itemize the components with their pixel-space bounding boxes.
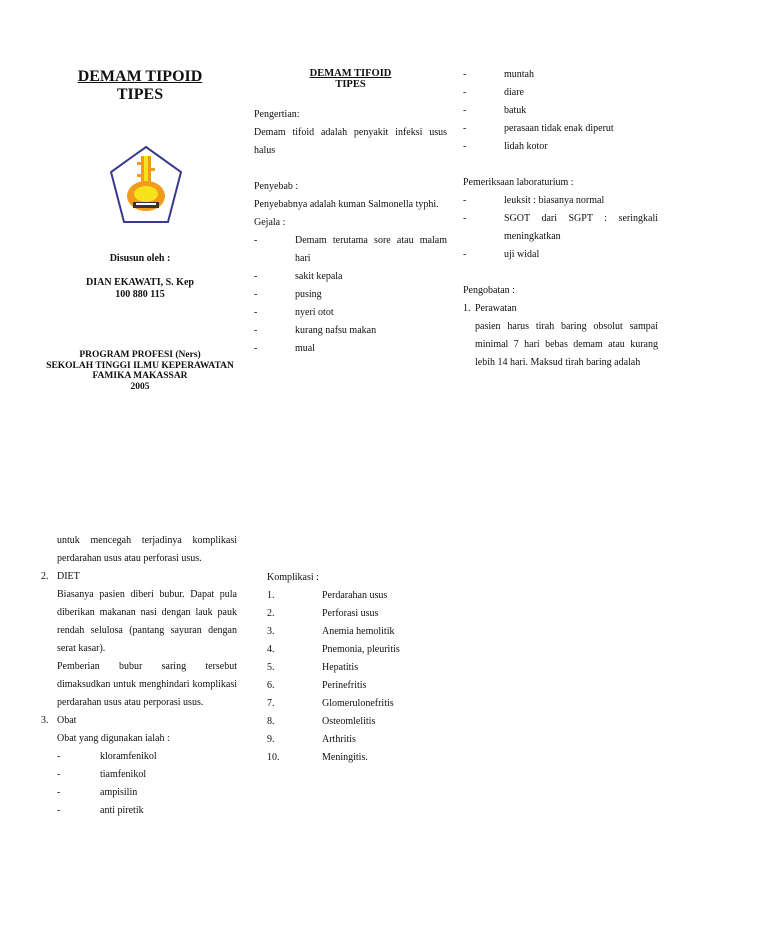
dash-bullet: - xyxy=(254,325,258,336)
author-name: DIAN EKAWATI, S. Kep xyxy=(86,277,194,288)
treatment-label: Pengobatan : xyxy=(463,285,515,296)
dash-bullet: - xyxy=(57,787,61,798)
treatment-item-3: 3. Obat xyxy=(41,715,77,726)
diet-text-1: Biasanya pasien diberi bubur. Dapat pula diberikan makanan nasi dengan lauk pauk rendah selulosa (pantang sayuran dengan serat kasar). xyxy=(57,589,237,654)
list-item: - nyeri otot xyxy=(254,304,447,322)
list-item: - tiamfenikol xyxy=(57,766,237,784)
cause-label: Penyebab : xyxy=(254,181,299,192)
dash-bullet: - xyxy=(463,213,467,224)
list-item: 10. Meningitis. xyxy=(267,752,368,763)
dash-bullet: - xyxy=(57,769,61,780)
complications-list xyxy=(267,587,457,767)
list-item: 9. Arthritis xyxy=(267,734,356,745)
dash-bullet: - xyxy=(254,343,258,354)
list-item: - leuksit : biasanya normal xyxy=(463,192,658,210)
list-item: - pusing xyxy=(254,286,447,304)
treatment-item-2: 2. DIET xyxy=(41,571,80,582)
section-title-line2: TIPES xyxy=(335,79,366,90)
dash-bullet: - xyxy=(463,249,467,260)
treatment-continued-column xyxy=(41,532,237,820)
dash-bullet: - xyxy=(463,195,467,206)
school-name: SEKOLAH TINGGI ILMU KEPERAWATAN xyxy=(46,360,234,371)
complications-column xyxy=(267,569,457,767)
dash-bullet: - xyxy=(463,87,467,98)
list-item: - batuk xyxy=(463,102,658,120)
drugs-intro: Obat yang digunakan ialah : xyxy=(57,733,170,744)
definition-column xyxy=(254,68,447,358)
list-item: 1. Perdarahan usus xyxy=(267,590,388,601)
list-item: - uji widal xyxy=(463,246,658,264)
publication-year: 2005 xyxy=(130,381,150,392)
diet-text-2: Pemberian bubur saring tersebut dimaksudkan untuk menghindari komplikasi perdarahan usus atau perporasi usus. xyxy=(57,661,237,708)
lab-label: Pemeriksaan laboraturium : xyxy=(463,177,574,188)
dash-bullet: - xyxy=(463,69,467,80)
list-item: 3. Anemia hemolitik xyxy=(267,626,395,637)
dash-bullet: - xyxy=(463,123,467,134)
author-block xyxy=(40,277,240,301)
school-location: FAMIKA MAKASSAR xyxy=(92,371,188,381)
institution-block xyxy=(30,350,250,392)
section-title-line1: DEMAM TIFOID xyxy=(309,68,392,79)
drugs-list xyxy=(41,748,237,820)
dash-bullet: - xyxy=(463,141,467,152)
list-item: 5. Hepatitis xyxy=(267,662,359,673)
pentagon-key-logo-icon xyxy=(108,144,184,226)
list-item: - diare xyxy=(463,84,658,102)
symptoms-label: Gejala : xyxy=(254,217,286,228)
dash-bullet: - xyxy=(57,805,61,816)
list-item: 7. Glomerulonefritis xyxy=(267,698,394,709)
list-item: 4. Pnemonia, pleuritis xyxy=(267,644,400,655)
list-item: 2. Perforasi usus xyxy=(267,608,379,619)
list-item: - lidah kotor xyxy=(463,138,658,156)
institution-logo xyxy=(108,144,184,226)
symptoms-list-part1 xyxy=(254,232,447,358)
dash-bullet: - xyxy=(57,751,61,762)
list-item: - sakit kepala xyxy=(254,268,447,286)
treatment-item-1-text: pasien harus tirah baring obsolut sampai minimal 7 hari bebas demam atau kurang lebih 14 hari. Maksud tirah baring adalah xyxy=(475,321,658,368)
list-item: - perasaan tidak enak diperut xyxy=(463,120,658,138)
list-item: - kloramfenikol xyxy=(57,748,237,766)
list-item: - muntah xyxy=(463,66,658,84)
list-item: - SGOT dari SGPT : seringkali meningkatkan xyxy=(463,210,658,246)
dash-bullet: - xyxy=(254,235,258,246)
treatment-item-1: 1. Perawatan xyxy=(463,303,517,314)
dash-bullet: - xyxy=(254,289,258,300)
section-heading xyxy=(254,68,447,90)
cover-title-line2: TIPES xyxy=(116,86,164,103)
cover-title-line1: DEMAM TIPOID xyxy=(77,68,203,85)
list-item: - ampisilin xyxy=(57,784,237,802)
lab-treatment-column xyxy=(463,66,658,372)
cover-title xyxy=(40,68,240,104)
list-item: - mual xyxy=(254,340,447,358)
list-item: 6. Perinefritis xyxy=(267,680,367,691)
dash-bullet: - xyxy=(254,307,258,318)
dash-bullet: - xyxy=(254,271,258,282)
dash-bullet: - xyxy=(463,105,467,116)
cause-text: Penyebabnya adalah kuman Salmonella typhi. xyxy=(254,199,439,210)
program-name: PROGRAM PROFESI (Ners) xyxy=(79,350,201,360)
definition-label: Pengertian: xyxy=(254,109,300,120)
author-id: 100 880 115 xyxy=(115,289,165,300)
list-item: 8. Osteomlelitis xyxy=(267,716,376,727)
treatment-item-1-text-cont: untuk mencegah terjadinya komplikasi perdarahan usus atau perforasi usus. xyxy=(57,535,237,564)
list-item: - kurang nafsu makan xyxy=(254,322,447,340)
definition-text: Demam tifoid adalah penyakit infeksi usus halus xyxy=(254,127,447,156)
complications-label: Komplikasi : xyxy=(267,572,319,583)
compiled-by-label: Disusun oleh : xyxy=(109,253,171,264)
symptoms-list-part2 xyxy=(463,66,658,156)
list-item: - Demam terutama sore atau malam hari xyxy=(254,232,447,268)
list-item: - anti piretik xyxy=(57,802,237,820)
